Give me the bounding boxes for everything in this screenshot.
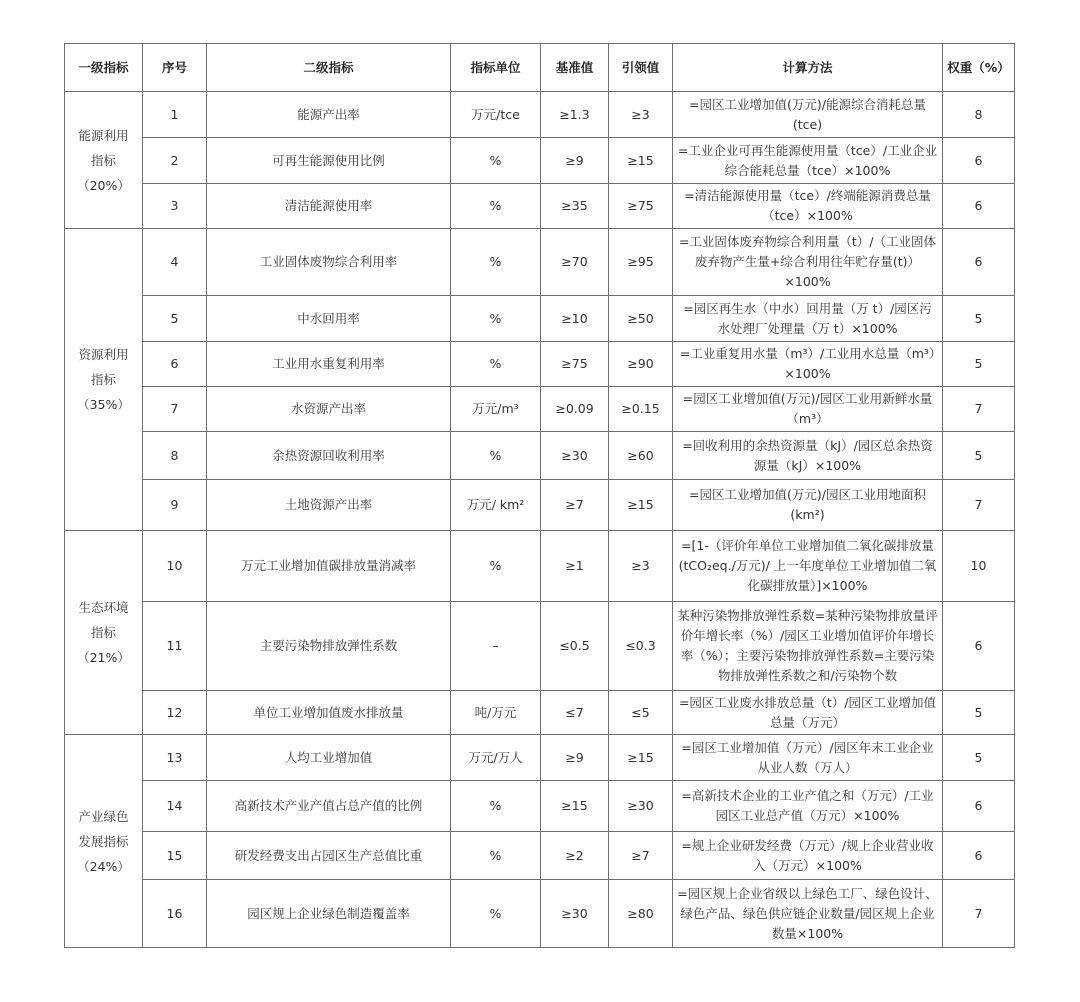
table-header-row: [65, 44, 1015, 92]
cell-weight: 5: [943, 296, 1015, 342]
cell-target: ≥3: [609, 531, 673, 602]
cell-unit: %: [451, 781, 541, 832]
cell-seq: 8: [143, 432, 207, 480]
table-row: [65, 880, 1015, 948]
group-energy: [65, 92, 143, 229]
cell-seq: 1: [143, 92, 207, 138]
cell-weight: 5: [943, 432, 1015, 480]
cell-name: 工业用水重复利用率: [207, 342, 451, 387]
cell-weight: 6: [943, 138, 1015, 184]
cell-name: 可再生能源使用比例: [207, 138, 451, 184]
cell-weight: 7: [943, 480, 1015, 531]
group-title: 产业绿色 发展指标 （24%）: [77, 808, 130, 874]
cell-baseline: ≥9: [541, 735, 609, 781]
cell-weight: 5: [943, 691, 1015, 735]
cell-name: 主要污染物排放弹性系数: [207, 602, 451, 691]
cell-target: ≥15: [609, 735, 673, 781]
cell-method: =高新技术企业的工业产值之和（万元）/工业园区工业总产值（万元）×100%: [673, 781, 943, 832]
cell-method: =工业重复用水量（m³）/工业用水总量（m³）×100%: [673, 342, 943, 387]
header-target: 引领值: [609, 44, 673, 92]
cell-unit: 万元/ km²: [451, 480, 541, 531]
cell-name: 园区规上企业绿色制造覆盖率: [207, 880, 451, 948]
cell-method: =园区规上企业省级以上绿色工厂、绿色设计、绿色产品、绿色供应链企业数量/园区规上企业数量×100%: [673, 880, 943, 948]
cell-unit: %: [451, 832, 541, 880]
cell-name: 水资源产出率: [207, 387, 451, 432]
group-resource: [65, 229, 143, 531]
cell-target: ≥7: [609, 832, 673, 880]
cell-target: ≥95: [609, 229, 673, 296]
cell-baseline: ≥9: [541, 138, 609, 184]
cell-weight: 7: [943, 880, 1015, 948]
table-row: [65, 184, 1015, 229]
cell-weight: 8: [943, 92, 1015, 138]
table-row: [65, 138, 1015, 184]
cell-seq: 4: [143, 229, 207, 296]
header-weight: 权重（%）: [943, 44, 1015, 92]
group-title: 生态环境 指标 （21%）: [77, 600, 130, 665]
cell-weight: 5: [943, 735, 1015, 781]
cell-target: ≥3: [609, 92, 673, 138]
cell-method: =园区再生水（中水）回用量（万 t）/园区污水处理厂处理量（万 t）×100%: [673, 296, 943, 342]
cell-method: =规上企业研发经费（万元）/规上企业营业收入（万元）×100%: [673, 832, 943, 880]
cell-seq: 12: [143, 691, 207, 735]
table-row: [65, 342, 1015, 387]
group-title: 能源利用 指标 （20%）: [77, 127, 130, 193]
group-title: 资源利用 指标 （35%）: [77, 347, 130, 412]
table-row: [65, 296, 1015, 342]
cell-name: 研发经费支出占园区生产总值比重: [207, 832, 451, 880]
header-level2: 二级指标: [207, 44, 451, 92]
cell-name: 人均工业增加值: [207, 735, 451, 781]
cell-seq: 13: [143, 735, 207, 781]
group-industry: [65, 735, 143, 948]
cell-name: 能源产出率: [207, 92, 451, 138]
cell-baseline: ≥35: [541, 184, 609, 229]
cell-name: 中水回用率: [207, 296, 451, 342]
cell-baseline: ≥1: [541, 531, 609, 602]
cell-method: =园区工业增加值（万元）/园区年末工业企业从业人数（万人）: [673, 735, 943, 781]
cell-weight: 6: [943, 229, 1015, 296]
cell-target: ≥30: [609, 781, 673, 832]
cell-unit: %: [451, 296, 541, 342]
cell-seq: 14: [143, 781, 207, 832]
cell-unit: 万元/m³: [451, 387, 541, 432]
cell-seq: 16: [143, 880, 207, 948]
cell-name: 高新技术产业产值占总产值的比例: [207, 781, 451, 832]
cell-method: =园区工业废水排放总量（t）/园区工业增加值总量（万元）: [673, 691, 943, 735]
cell-name: 工业固体废物综合利用率: [207, 229, 451, 296]
cell-name: 清洁能源使用率: [207, 184, 451, 229]
cell-unit: 万元/tce: [451, 92, 541, 138]
cell-target: ≥15: [609, 138, 673, 184]
header-unit: 指标单位: [451, 44, 541, 92]
cell-method: =工业企业可再生能源使用量（tce）/工业企业综合能耗总量（tce）×100%: [673, 138, 943, 184]
cell-target: ≥50: [609, 296, 673, 342]
cell-target: ≥15: [609, 480, 673, 531]
table-row: [65, 602, 1015, 691]
indicator-table: [64, 43, 1015, 948]
cell-name: 单位工业增加值废水排放量: [207, 691, 451, 735]
cell-baseline: ≥30: [541, 880, 609, 948]
cell-seq: 11: [143, 602, 207, 691]
header-baseline: 基准值: [541, 44, 609, 92]
cell-method: =园区工业增加值(万元)/园区工业用地面积(km²): [673, 480, 943, 531]
cell-unit: %: [451, 880, 541, 948]
table-row: [65, 480, 1015, 531]
cell-seq: 15: [143, 832, 207, 880]
cell-target: ≥0.15: [609, 387, 673, 432]
table-row: [65, 781, 1015, 832]
cell-target: ≥80: [609, 880, 673, 948]
cell-weight: 10: [943, 531, 1015, 602]
cell-baseline: ≥10: [541, 296, 609, 342]
cell-unit: %: [451, 184, 541, 229]
cell-name: 万元工业增加值碳排放量消减率: [207, 531, 451, 602]
cell-unit: 吨/万元: [451, 691, 541, 735]
cell-name: 余热资源回收利用率: [207, 432, 451, 480]
cell-method: 某种污染物排放弹性系数=某种污染物排放量评价年增长率（%）/园区工业增加值评价年增长率（%）；主要污染物排放弹性系数=主要污染物排放弹性系数之和/污染物个数: [673, 602, 943, 691]
cell-baseline: ≥0.09: [541, 387, 609, 432]
cell-seq: 2: [143, 138, 207, 184]
cell-unit: %: [451, 432, 541, 480]
table-row: [65, 531, 1015, 602]
cell-seq: 9: [143, 480, 207, 531]
cell-target: ≥90: [609, 342, 673, 387]
cell-baseline: ≥7: [541, 480, 609, 531]
cell-weight: 6: [943, 602, 1015, 691]
table-row: [65, 432, 1015, 480]
cell-method: =清洁能源使用量（tce）/终端能源消费总量（tce）×100%: [673, 184, 943, 229]
cell-method: =回收利用的余热资源量（kJ）/园区总余热资源量（kJ）×100%: [673, 432, 943, 480]
cell-weight: 7: [943, 387, 1015, 432]
header-level1: 一级指标: [65, 44, 143, 92]
cell-seq: 5: [143, 296, 207, 342]
cell-weight: 6: [943, 184, 1015, 229]
cell-baseline: ≥15: [541, 781, 609, 832]
table-row: [65, 92, 1015, 138]
cell-baseline: ≥30: [541, 432, 609, 480]
cell-baseline: ≥1.3: [541, 92, 609, 138]
header-seq: 序号: [143, 44, 207, 92]
cell-method: =工业固体废弃物综合利用量（t）/（工业固体废弃物产生量+综合利用往年贮存量(t)）×100%: [673, 229, 943, 296]
cell-weight: 6: [943, 832, 1015, 880]
cell-seq: 3: [143, 184, 207, 229]
group-ecology: [65, 531, 143, 735]
cell-method: =园区工业增加值(万元)/园区工业用新鲜水量（m³）: [673, 387, 943, 432]
table-row: [65, 691, 1015, 735]
cell-weight: 6: [943, 781, 1015, 832]
cell-baseline: ≥2: [541, 832, 609, 880]
cell-unit: 万元/万人: [451, 735, 541, 781]
cell-seq: 6: [143, 342, 207, 387]
cell-seq: 10: [143, 531, 207, 602]
cell-unit: –: [451, 602, 541, 691]
table-row: [65, 832, 1015, 880]
cell-seq: 7: [143, 387, 207, 432]
cell-baseline: ≤0.5: [541, 602, 609, 691]
cell-baseline: ≤7: [541, 691, 609, 735]
cell-method: =园区工业增加值(万元)/能源综合消耗总量(tce): [673, 92, 943, 138]
cell-baseline: ≥70: [541, 229, 609, 296]
cell-unit: %: [451, 229, 541, 296]
cell-unit: %: [451, 342, 541, 387]
cell-baseline: ≥75: [541, 342, 609, 387]
table-row: [65, 735, 1015, 781]
cell-target: ≤5: [609, 691, 673, 735]
cell-unit: %: [451, 531, 541, 602]
table-row: [65, 229, 1015, 296]
cell-name: 土地资源产出率: [207, 480, 451, 531]
cell-target: ≥60: [609, 432, 673, 480]
cell-unit: %: [451, 138, 541, 184]
table-row: [65, 387, 1015, 432]
header-method: 计算方法: [673, 44, 943, 92]
cell-method: =[1-（评价年单位工业增加值二氧化碳排放量(tCO₂eq./万元)/ 上一年度单位工业增加值二氧化碳排放量）]×100%: [673, 531, 943, 602]
cell-target: ≥75: [609, 184, 673, 229]
cell-target: ≤0.3: [609, 602, 673, 691]
cell-weight: 5: [943, 342, 1015, 387]
